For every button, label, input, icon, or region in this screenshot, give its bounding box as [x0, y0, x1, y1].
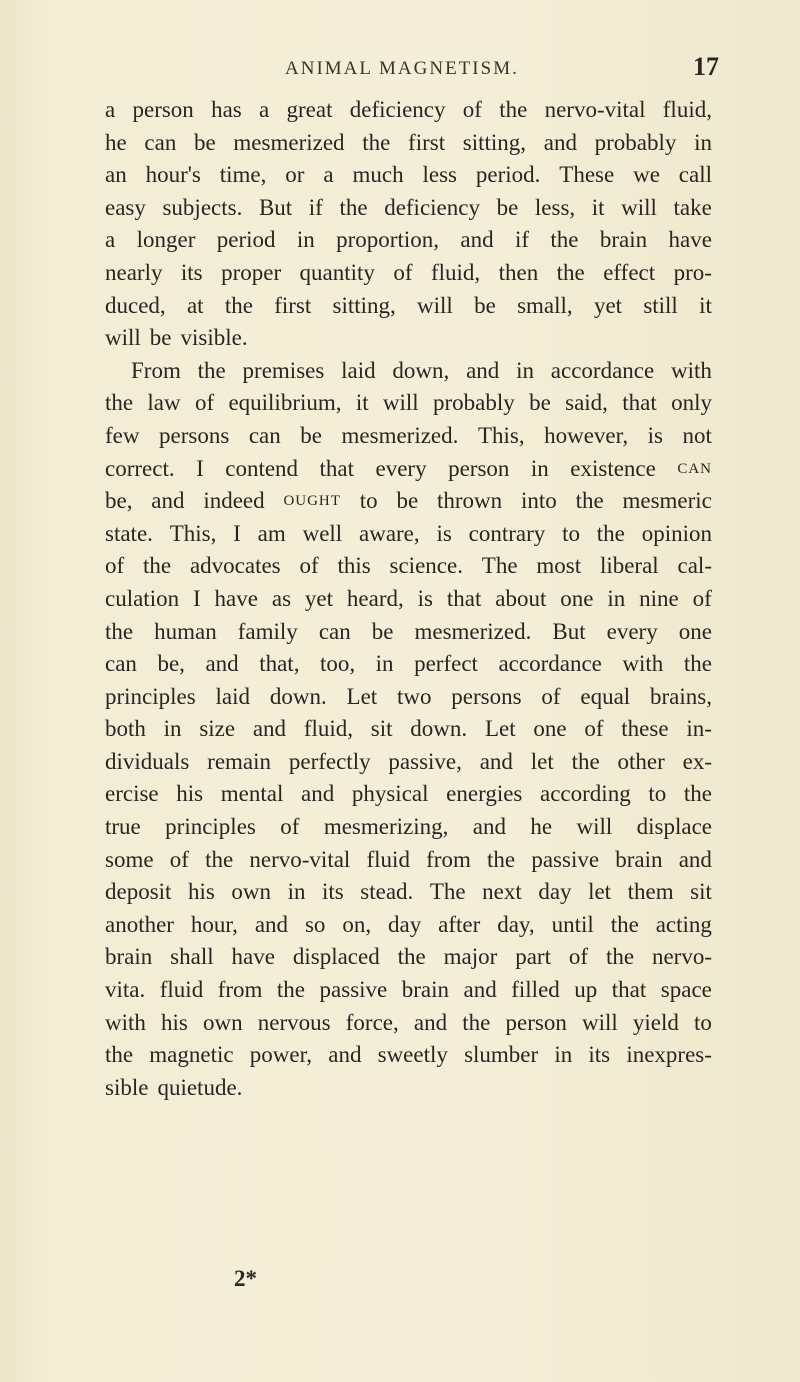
text-line: of the advocates of this science. The most liberal cal-	[105, 553, 712, 579]
text-line: a person has a great deficiency of the nervo-vital fluid,	[105, 97, 712, 122]
text-line: dividuals remain perfectly passive, and let the other ex-	[105, 748, 712, 774]
text-line: sible quietude.	[105, 1074, 243, 1100]
text-line: be, and indeed OUGHT to be thrown into the mesmeric	[105, 488, 712, 514]
signature-mark: 2*	[234, 1266, 257, 1291]
text-line: will be visible.	[105, 325, 248, 351]
text-line: principles laid down. Let two persons of equal brains,	[105, 683, 712, 709]
text-line: the law of equilibrium, it will probably be said, that only	[105, 390, 712, 416]
body-text	[105, 94, 712, 1104]
running-head	[0, 52, 800, 92]
text-line: a longer period in proportion, and if the brain have	[105, 227, 712, 253]
text-line: state. This, I am well aware, is contrary to the opinion	[105, 520, 712, 546]
page-number: 17	[693, 52, 719, 81]
text-line: nearly its proper quantity of fluid, then the effect pro-	[105, 259, 712, 285]
text-line: some of the nervo-vital fluid from the passive brain and	[105, 846, 712, 872]
text-line: with his own nervous force, and the person will yield to	[105, 1009, 712, 1035]
text-line: deposit his own in its stead. The next day let them sit	[105, 879, 712, 905]
text-line: easy subjects. But if the deficiency be less, it will take	[105, 194, 712, 220]
text-line: duced, at the first sitting, will be small, yet still it	[105, 292, 712, 318]
text-line: another hour, and so on, day after day, until the acting	[105, 911, 712, 937]
text-line: vita. fluid from the passive brain and filled up that space	[105, 977, 712, 1003]
text-line: he can be mesmerized the first sitting, and probably in	[105, 129, 712, 155]
text-line: true principles of mesmerizing, and he will displace	[105, 814, 712, 840]
text-line: both in size and fluid, sit down. Let one of these in-	[105, 716, 712, 742]
text-line: few persons can be mesmerized. This, however, is not	[105, 422, 712, 448]
text-line: brain shall have displaced the major part of the nervo-	[105, 944, 712, 970]
text-line: the human family can be mesmerized. But every one	[105, 618, 712, 644]
text-line: can be, and that, too, in perfect accordance with the	[105, 651, 712, 677]
text-line: ercise his mental and physical energies according to the	[105, 781, 712, 807]
text-line: correct. I contend that every person in existence CAN	[105, 455, 712, 481]
text-line: From the premises laid down, and in accordance with	[131, 357, 712, 383]
text-line: an hour's time, or a much less period. These we call	[105, 162, 712, 188]
text-line: culation I have as yet heard, is that about one in nine of	[105, 585, 712, 611]
text-line: the magnetic power, and sweetly slumber in its inexpres-	[105, 1042, 712, 1068]
running-title: ANIMAL MAGNETISM.	[285, 58, 519, 79]
